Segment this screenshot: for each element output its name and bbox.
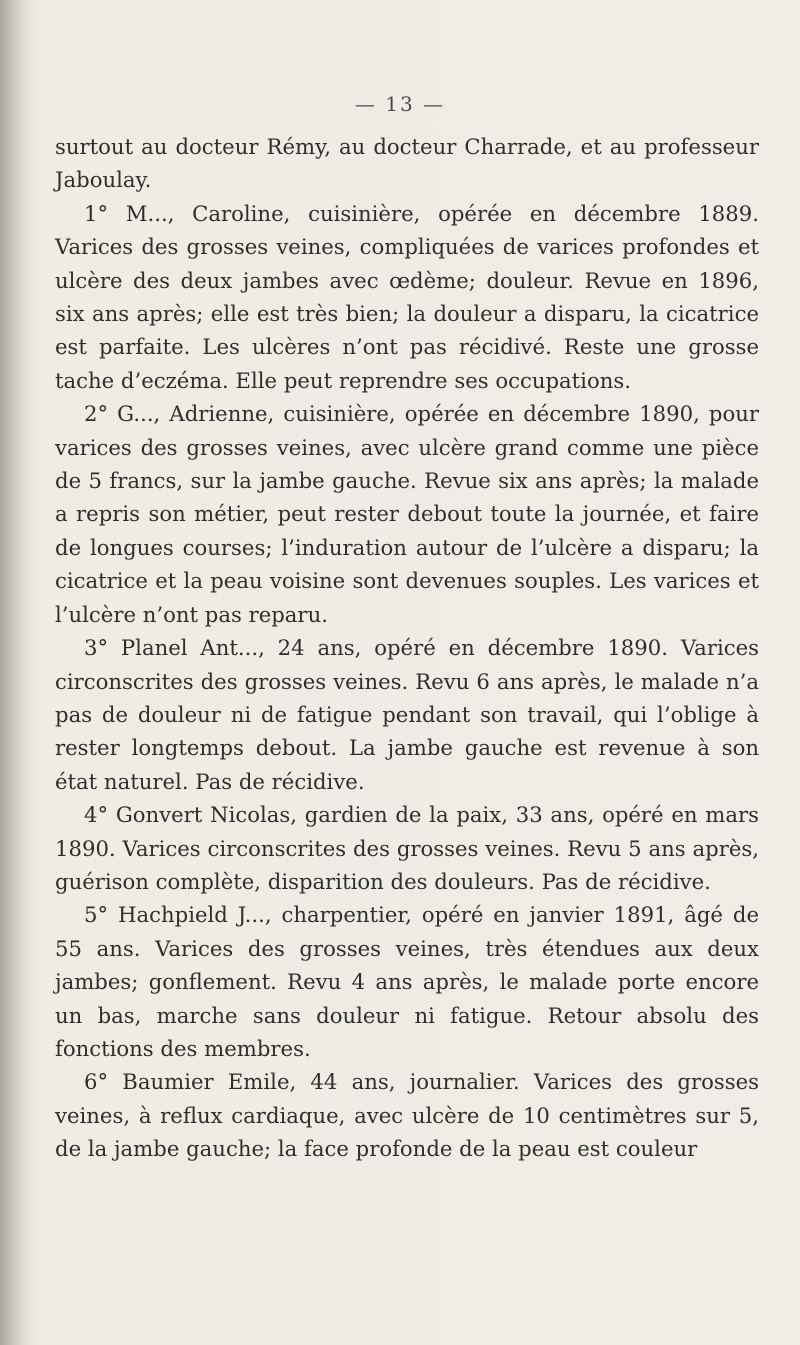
case-entry-2: 2° G..., Adrienne, cuisinière, opérée en décembre 1890, pour varices des grosses veines, avec ulcère grand comme une pièce de 5 francs, sur la jambe gauche. Revue six ans après; la malade a repris son métier, peut rester debout toute la journée, et faire de longues courses; l’induration autour de l’ulcère a disparu; la cicatrice et la peau voisine sont devenues souples. Les varices et l’ulcère n’ont pas reparu. (55, 401, 759, 627)
intro-paragraph: surtout au docteur Rémy, au docteur Charrade, et au professeur Jaboulay. (55, 134, 759, 193)
body-text (55, 130, 759, 1166)
case-entry-5: 5° Hachpield J..., charpentier, opéré en janvier 1891, âgé de 55 ans. Varices des grosses veines, très étendues aux deux jambes; gonflement. Revu 4 ans après, le malade porte encore un bas, marche sans douleur ni fatigue. Retour absolu des fonctions des membres. (55, 902, 759, 1061)
page-number: — 13 — (354, 92, 446, 116)
case-entry-6: 6° Baumier Emile, 44 ans, journalier. Varices des grosses veines, à reflux cardiaque, avec ulcère de 10 centimètres sur 5, de la jambe gauche; la face profonde de la peau est couleur (55, 1069, 759, 1162)
case-entry-3: 3° Planel Ant..., 24 ans, opéré en décembre 1890. Varices circonscrites des grosses veines. Revu 6 ans après, le malade n’a pas de douleur ni de fatigue pendant son travail, qui l’oblige à rester longtemps debout. La jambe gauche est revenue à son état naturel. Pas de récidive. (55, 635, 759, 794)
case-entry-1: 1° M..., Caroline, cuisinière, opérée en décembre 1889. Varices des grosses veines, compliquées de varices profondes et ulcère des deux jambes avec œdème; douleur. Revue en 1896, six ans après; elle est très bien; la douleur a disparu, la cicatrice est parfaite. Les ulcères n’ont pas récidivé. Reste une grosse tache d’eczéma. Elle peut reprendre ses occupations. (55, 200, 759, 393)
case-entry-4: 4° Gonvert Nicolas, gardien de la paix, 33 ans, opéré en mars 1890. Varices circonscrites des grosses veines. Revu 5 ans après, guérison complète, disparition des douleurs. Pas de récidive. (55, 802, 759, 894)
binding-shadow (0, 0, 34, 1345)
